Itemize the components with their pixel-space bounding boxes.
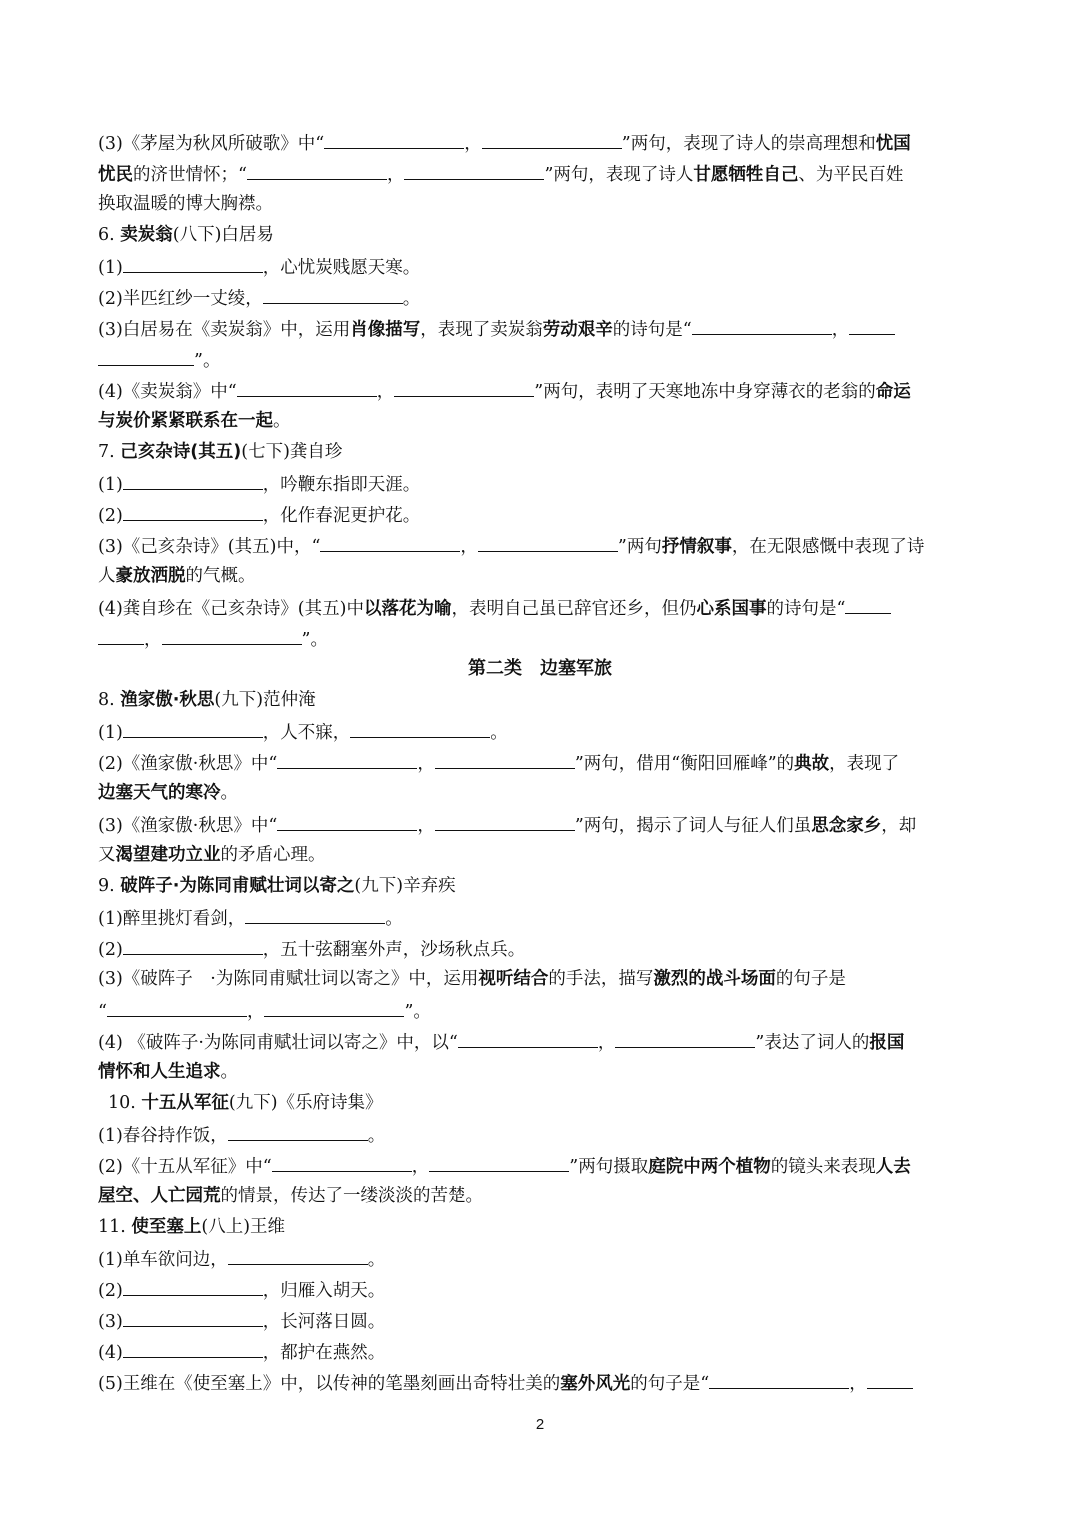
keyword: 命运 <box>875 382 911 402</box>
blank-field[interactable] <box>123 502 263 521</box>
poem-title: 卖炭翁 <box>120 225 173 245</box>
q8-1 <box>98 719 508 745</box>
blank-field[interactable] <box>123 1308 263 1327</box>
text: (1)醉里挑灯看剑， <box>98 909 246 929</box>
blank-field[interactable] <box>429 1153 569 1172</box>
blank-field[interactable] <box>245 905 385 924</box>
text: ”两句，表现了诗人的崇高理想和 <box>621 134 876 154</box>
q5-3-line2 <box>98 161 903 187</box>
blank-field[interactable] <box>692 316 832 335</box>
text: (5)王维在《使至塞上》中，以传神的笔墨刻画出奇特壮美的 <box>98 1374 561 1394</box>
blank-field[interactable] <box>394 378 534 397</box>
blank-field[interactable] <box>107 998 247 1017</box>
text: 。 <box>490 723 508 743</box>
keyword: 边塞天气的寒冷 <box>98 783 221 803</box>
text: 。 <box>385 909 403 929</box>
keyword: 劳动艰辛 <box>542 320 613 340</box>
text: ，归雁入胡天。 <box>262 1281 386 1301</box>
q9-4-line2 <box>98 1060 238 1084</box>
text: (3)《己亥杂诗》(其五)中，“ <box>98 537 321 557</box>
q6-4-line1 <box>98 378 911 404</box>
text: (1)春谷持作饭， <box>98 1126 228 1146</box>
q7-2 <box>98 502 420 528</box>
text: ，人不寐， <box>262 723 351 743</box>
blank-field[interactable] <box>247 161 387 180</box>
keyword: 肖像描写 <box>350 320 421 340</box>
text: ，吟鞭东指即天涯。 <box>262 475 421 495</box>
text: ”两句，表明了天寒地冻中身穿薄衣的老翁的 <box>534 382 876 402</box>
item-number: 8. <box>98 690 121 710</box>
q8-2-line2 <box>98 781 238 805</box>
text: (1) <box>98 475 123 495</box>
poem-source: (八上)王维 <box>201 1217 286 1237</box>
text: ， <box>144 630 162 650</box>
text: ， <box>376 382 395 402</box>
q9-2 <box>98 936 525 962</box>
item-number: 10. <box>108 1093 142 1113</box>
keyword: 甘愿牺牲自己 <box>693 165 799 185</box>
poem-source: (九下)范仲淹 <box>214 690 316 710</box>
blank-field[interactable] <box>228 1122 368 1141</box>
q10-1 <box>98 1122 385 1148</box>
text: 的诗句是“ <box>612 320 692 340</box>
q6-3-line2 <box>98 347 220 373</box>
text: ， <box>246 1002 265 1022</box>
blank-field[interactable] <box>277 750 417 769</box>
keyword: 抒情叙事 <box>661 537 732 557</box>
q5-3-line1 <box>98 130 911 156</box>
q11-4 <box>98 1339 385 1365</box>
text: ，表现了 <box>829 754 900 774</box>
blank-field[interactable] <box>237 378 377 397</box>
keyword: 与炭价紧紧联系在一起 <box>98 411 273 431</box>
text: ， <box>831 320 850 340</box>
text: 人 <box>98 566 116 586</box>
text: ”表达了词人的 <box>755 1033 870 1053</box>
text: 。 <box>367 1126 386 1146</box>
text: 。 <box>367 1250 386 1270</box>
text: (3)《渔家傲·秋思》中“ <box>98 816 278 836</box>
q9-3-line2 <box>98 998 431 1024</box>
blank-field[interactable] <box>272 1153 412 1172</box>
text: ，都护在燕然。 <box>262 1343 386 1363</box>
text: 。 <box>220 783 238 803</box>
text: (2) <box>98 1281 123 1301</box>
blank-field[interactable] <box>478 533 618 552</box>
blank-field[interactable] <box>350 719 490 738</box>
text: ”。 <box>301 630 328 650</box>
blank-field[interactable] <box>123 471 263 490</box>
poem-title-7 <box>98 440 342 464</box>
poem-title-11 <box>98 1215 285 1239</box>
poem-source: (八下)白居易 <box>172 225 274 245</box>
poem-source: (九下)《乐府诗集》 <box>228 1093 383 1113</box>
q11-1 <box>98 1246 385 1272</box>
text: (2)《十五从军征》中“ <box>98 1157 272 1177</box>
text: (3)《破阵子 ·为陈同甫赋壮词以寄之》中，运用 <box>98 969 479 989</box>
text: (4)《卖炭翁》中“ <box>98 382 237 402</box>
text: 的济世情怀；“ <box>133 165 247 185</box>
q9-3-line1 <box>98 967 846 991</box>
text: ”。 <box>194 351 221 371</box>
text: ， <box>597 1033 616 1053</box>
page-number: 2 <box>535 1416 545 1433</box>
text: ， <box>849 1374 867 1394</box>
text: ，长河落日圆。 <box>262 1312 386 1332</box>
blank-field[interactable] <box>123 254 263 273</box>
item-number: 11. <box>98 1217 132 1237</box>
keyword: 典故 <box>794 754 830 774</box>
keyword: 以落花为喻 <box>363 599 452 619</box>
poem-title: 使至塞上 <box>131 1217 202 1237</box>
keyword: 激烈的战斗场面 <box>653 969 776 989</box>
blank-field[interactable] <box>98 626 144 645</box>
text: 的手法，描写 <box>548 969 654 989</box>
text: ”两句，表现了诗人 <box>544 165 694 185</box>
text: 的矛盾心理。 <box>220 845 326 865</box>
text: 又 <box>98 845 116 865</box>
text: (3) <box>98 1312 123 1332</box>
text: (3)《茅屋为秋风所破歌》中“ <box>98 134 325 154</box>
blank-field[interactable] <box>98 347 194 366</box>
poem-title: 十五从军征 <box>141 1093 229 1113</box>
keyword: 塞外风光 <box>560 1374 631 1394</box>
blank-field[interactable] <box>277 812 417 831</box>
blank-field[interactable] <box>435 750 575 769</box>
text: (3)白居易在《卖炭翁》中，运用 <box>98 320 351 340</box>
q11-3 <box>98 1308 385 1334</box>
text: (4) 《破阵子·为陈同甫赋壮词以寄之》中，以“ <box>98 1033 458 1053</box>
q6-1 <box>98 254 420 280</box>
text: (2) <box>98 940 123 960</box>
poem-title-6 <box>98 223 274 247</box>
keyword: 忧国 <box>875 134 911 154</box>
text: (4)龚自珍在《己亥杂诗》(其五)中 <box>98 599 364 619</box>
item-number: 6. <box>98 225 121 245</box>
text: ， <box>460 537 478 557</box>
poem-title-10 <box>108 1091 383 1115</box>
blank-field[interactable] <box>320 533 460 552</box>
item-number: 7. <box>98 442 121 462</box>
q8-3-line1 <box>98 812 916 838</box>
q6-4-line2 <box>98 409 291 433</box>
text: ”两句，揭示了词人与征人们虽 <box>574 816 812 836</box>
blank-field[interactable] <box>228 1246 368 1265</box>
q6-3-line1 <box>98 316 895 342</box>
keyword: 忧民 <box>98 165 133 185</box>
text: ， <box>464 134 482 154</box>
text: ，心忧炭贱愿天寒。 <box>262 258 421 278</box>
blank-field[interactable] <box>123 1277 263 1296</box>
keyword: 屋空、人亡园荒 <box>98 1186 221 1206</box>
text: ，表明自己虽已辞官还乡，但仍 <box>451 599 697 619</box>
q11-5-line1 <box>98 1370 913 1396</box>
keyword: 庭院中两个植物 <box>648 1157 771 1177</box>
text: ”两句摄取 <box>569 1157 649 1177</box>
text: ，化作春泥更护花。 <box>262 506 421 526</box>
blank-field[interactable] <box>123 719 263 738</box>
q7-1 <box>98 471 420 497</box>
text: ， <box>411 1157 430 1177</box>
blank-field[interactable] <box>404 161 544 180</box>
blank-field[interactable] <box>123 1339 263 1358</box>
text: 、为平民百姓 <box>798 165 904 185</box>
q9-1 <box>98 905 403 931</box>
keyword: 思念家乡 <box>811 816 882 836</box>
q11-2 <box>98 1277 385 1303</box>
text: (1)单车欲问边， <box>98 1250 228 1270</box>
keyword: 报国 <box>869 1033 905 1053</box>
text: ，在无限感慨中表现了诗 <box>731 537 925 557</box>
blank-field[interactable] <box>709 1370 849 1389</box>
text: 。 <box>220 1062 238 1082</box>
blank-field[interactable] <box>435 812 575 831</box>
text: 的情景，传达了一缕淡淡的苦楚。 <box>220 1186 483 1206</box>
q10-2-line1 <box>98 1153 911 1179</box>
keyword: 人去 <box>875 1157 911 1177</box>
text: 的镜头来表现 <box>770 1157 876 1177</box>
keyword: 渴望建功立业 <box>115 845 221 865</box>
text: (2)《渔家傲·秋思》中“ <box>98 754 278 774</box>
poem-title: 破阵子·为陈同甫赋壮词以寄之 <box>120 876 355 896</box>
text: (1) <box>98 258 123 278</box>
blank-field[interactable] <box>162 626 302 645</box>
text: ”两句 <box>617 537 662 557</box>
section-heading: 第二类 边塞军旅 <box>468 658 612 679</box>
blank-field[interactable] <box>458 1029 598 1048</box>
q5-3-line3: 换取温暖的博大胸襟。 <box>98 194 273 214</box>
text: ， <box>386 165 405 185</box>
blank-field[interactable] <box>482 130 622 149</box>
text: (2) <box>98 506 123 526</box>
q7-3-line1 <box>98 533 924 559</box>
blank-field[interactable] <box>324 130 464 149</box>
text: 的句子是 <box>775 969 846 989</box>
blank-field[interactable] <box>849 316 895 335</box>
text: ，表现了卖炭翁 <box>420 320 543 340</box>
poem-title-8 <box>98 688 316 712</box>
q8-2-line1 <box>98 750 899 776</box>
text: 的气概。 <box>185 566 256 586</box>
blank-field[interactable] <box>263 285 403 304</box>
q7-4-line1 <box>98 595 891 621</box>
text: “ <box>98 1002 107 1022</box>
text: 。 <box>402 289 421 309</box>
q10-2-line2 <box>98 1184 483 1208</box>
blank-field[interactable] <box>845 595 891 614</box>
blank-field[interactable] <box>867 1370 913 1389</box>
q7-4-line2 <box>98 626 328 652</box>
text: 。 <box>273 411 291 431</box>
blank-field[interactable] <box>123 936 263 955</box>
text: ”两句，借用“衡阳回雁峰”的 <box>574 754 795 774</box>
text: (2)半匹红纱一丈绫， <box>98 289 263 309</box>
text: ， <box>417 816 435 836</box>
q7-3-line2 <box>98 564 256 588</box>
keyword: 心系国事 <box>696 599 767 619</box>
poem-title: 己亥杂诗(其五) <box>120 442 242 462</box>
keyword: 情怀和人生追求 <box>98 1062 221 1082</box>
text: ，却 <box>881 816 917 836</box>
text: (4) <box>98 1343 123 1363</box>
text: ，五十弦翻塞外声，沙场秋点兵。 <box>262 940 526 960</box>
keyword: 视听结合 <box>478 969 549 989</box>
keyword: 豪放洒脱 <box>115 566 186 586</box>
blank-field[interactable] <box>615 1029 755 1048</box>
q9-4-line1 <box>98 1029 904 1055</box>
q6-2 <box>98 285 420 311</box>
poem-source: (七下)龚自珍 <box>241 442 343 462</box>
poem-title: 渔家傲·秋思 <box>120 690 215 710</box>
q8-3-line2 <box>98 843 326 867</box>
text: 的诗句是“ <box>766 599 846 619</box>
poem-title-9 <box>98 874 456 898</box>
text: (1) <box>98 723 123 743</box>
text: ”。 <box>404 1002 431 1022</box>
text: ， <box>417 754 435 774</box>
blank-field[interactable] <box>264 998 404 1017</box>
text: 的句子是“ <box>630 1374 710 1394</box>
item-number: 9. <box>98 876 121 896</box>
poem-source: (九下)辛弃疾 <box>354 876 456 896</box>
